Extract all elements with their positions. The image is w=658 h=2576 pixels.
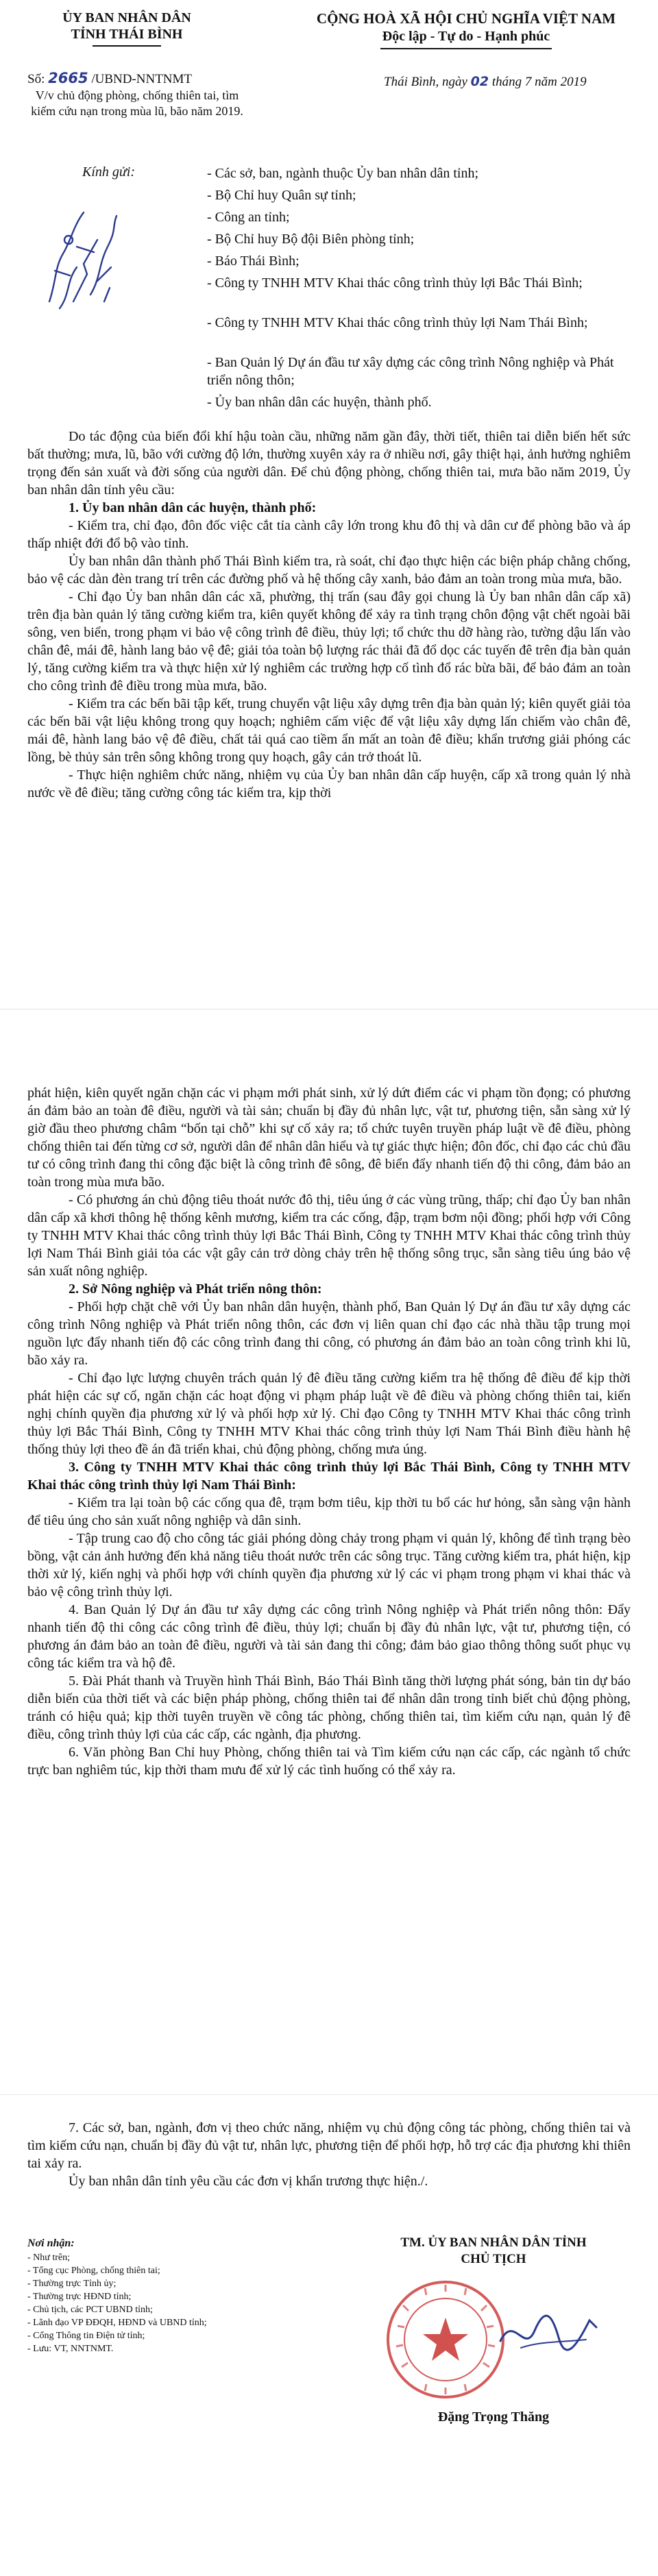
recipient-item: - Tổng cục Phòng, chống thiên tai; — [27, 2266, 160, 2276]
national-heading — [288, 10, 644, 49]
date-suffix: tháng 7 năm 2019 — [489, 75, 587, 89]
paragraph: Do tác động của biến đổi khí hậu toàn cầu, những năm gần đây, thời tiết, thiên tai diễn biến hết sức bất thường; mưa, lũ, bão với cường độ lớn, thường xuyên xảy ra ở nhiều nơi, gây thiệt hại, ảnh hưởng nghiêm trọng đến sản xuất và đời sống của người dân. Để chủ động phòng, chống thiên tai, mưa bão năm 2019, Ủy ban nhân dân tỉnh yêu cầu: — [27, 429, 631, 498]
page-2 — [0, 1009, 658, 2094]
paragraph: - Kiểm tra, chỉ đạo, đôn đốc việc cắt tỉa cành cây lớn trong khu đô thị và dân cư để phòng bão và áp thấp nhiệt đới đổ bộ vào tỉnh. — [27, 518, 631, 551]
page-3-body — [27, 2119, 631, 2190]
paragraph: 6. Văn phòng Ban Chỉ huy Phòng, chống thiên tai và Tìm kiếm cứu nạn các cấp, các ngành tổ chức trực ban nghiêm túc, kịp thời tham mưu để xử lý các tình huống có thể xảy ra. — [27, 1745, 631, 1778]
section-heading: 3. Công ty TNHH MTV Khai thác công trình thủy lợi Bắc Thái Bình, Công ty TNHH MTV Khai thác công trình thủy lợi Nam Thái Bình: — [27, 1460, 631, 1493]
header-underline — [93, 45, 161, 47]
addressee-item: - Công ty TNHH MTV Khai thác công trình thủy lợi Nam Thái Bình; — [207, 315, 588, 330]
paragraph: 4. Ban Quản lý Dự án đầu tư xây dựng các công trình Nông nghiệp và Phát triển nông thôn: Đẩy nhanh tiến độ thi công các công trình đê điều, thủy lợi; chuẩn bị đầy đủ nhân lực, vật tư, phương tiện, có phương án đảm bảo an toàn đê điều, người và tài sản đang thi công; đảm bảo giao thông thông suốt phục vụ công tác kiểm tra và hộ đê. — [27, 1602, 631, 1671]
recipient-item: - Thường trực HĐND tỉnh; — [27, 2292, 132, 2302]
recipient-item: - Lãnh đạo VP ĐĐQH, HĐND và UBND tỉnh; — [27, 2318, 207, 2328]
recipient-item: - Lưu: VT, NNTNMT. — [27, 2344, 114, 2354]
section-heading: 2. Sở Nông nghiệp và Phát triển nông thôn: — [69, 1281, 322, 1297]
addressee-label: Kính gửi: — [82, 164, 136, 180]
motto: Độc lập - Tự do - Hạnh phúc — [382, 29, 550, 44]
paragraph: - Chỉ đạo Ủy ban nhân dân các xã, phường, thị trấn (sau đây gọi chung là Ủy ban nhân dân cấp xã) trên địa bàn quản lý tăng cường kiểm tra, kiên quyết không để xảy ra tình trạng chôn động vật chết ngoài bãi sông, ven biển, trong phạm vi bảo vệ công trình đê điều, thủy lợi; tổ chức thu dỡ hàng rào, tường dậu lấn vào chân đê, mái đê, hành lang bảo vệ đê; giải tỏa toàn bộ lượng rác thải đã đổ dọc các tuyến đê trên địa bàn quản lý, tăng cường kiểm tra và thực hiện xử lý nghiêm các trường hợp cố tình đổ rác bừa bãi, để bảo đảm an toàn cho công trình đê điều trong mùa mưa, bão. — [27, 589, 631, 694]
date-prefix: Thái Bình, ngày — [384, 75, 471, 89]
addressee-item: - Các sở, ban, ngành thuộc Ủy ban nhân dân tỉnh; — [207, 166, 479, 181]
recipient-item: - Thường trực Tỉnh ủy; — [27, 2279, 117, 2289]
paragraph: Ủy ban nhân dân thành phố Thái Bình kiểm tra, rà soát, chỉ đạo thực hiện các biện pháp chằng chống, bảo vệ các dàn đèn trang trí trên các đường phố và hệ thống cây xanh, bảo đảm an toàn trong mùa mưa, bão. — [27, 554, 631, 587]
motto-underline — [380, 48, 552, 49]
doc-no-prefix: Số: — [27, 72, 49, 86]
addressee-item: - Ủy ban nhân dân các huyện, thành phố. — [207, 395, 432, 410]
document-number — [27, 70, 192, 87]
paragraph: - Kiểm tra các bến bãi tập kết, trung chuyển vật liệu xây dựng trên địa bàn quản lý; kiên quyết giải tỏa các bến bãi vật liệu không trong quy hoạch; nghiêm cấm việc để vật liệu xây dựng lấn chiếm vào chân đê, mái đê, hành lang bảo vệ đê điều, chất tải quá cao tiềm ẩn mất an toàn đê điều; khẩn trương giải phóng các lồng, bè thủy sản trên sông không trong quy hoạch, gây cản trở thoát lũ. — [27, 696, 631, 765]
signature-block — [356, 2235, 631, 2268]
signature-authority: TM. ỦY BAN NHÂN DÂN TỈNH — [400, 2235, 587, 2250]
paragraph: - Tập trung cao độ cho công tác giải phóng dòng chảy trong phạm vi quản lý, không để tình trạng bèo bồng, vật cản ảnh hưởng đến khả năng tiêu thoát nước trên các sông trục. Tăng cường kiểm tra, phát hiện, kịp thời xử lý, kiến nghị và phối hợp với chính quyền địa phương xử lý các vi phạm trong phạm vi khai thác và bảo vệ công trình thủy lợi. — [27, 1531, 631, 1599]
org-line-1: ỦY BAN NHÂN DÂN — [62, 10, 191, 25]
recipient-item: - Chủ tịch, các PCT UBND tỉnh; — [27, 2305, 153, 2315]
closing-sentence: Ủy ban nhân dân tỉnh yêu cầu các đơn vị khẩn trương thực hiện./. — [69, 2174, 428, 2189]
paragraph: - Thực hiện nghiêm chức năng, nhiệm vụ của Ủy ban nhân dân cấp huyện, cấp xã trong quản lý nhà nước về đê điều; tăng cường công tác kiểm tra, kịp thời — [27, 768, 631, 800]
page-1 — [0, 0, 658, 1009]
org-line-2: TỈNH THÁI BÌNH — [71, 27, 183, 42]
recipients-list — [27, 2237, 329, 2355]
paragraph: phát hiện, kiên quyết ngăn chặn các vi phạm mới phát sinh, xử lý dứt điểm các vi phạm tồn đọng; có phương án đảm bảo an toàn đê điều, người và tài sản; chuẩn bị đầy đủ nhân lực, vật tư, phương tiện, sẵn sàng xử lý giờ đầu theo phương châm “bốn tại chỗ” khi sự cố xảy ra; tổ chức tuyên truyền pháp luật về đê điều, phòng chống thiên tai đến từng cơ sở, người dân để nhân dân hiểu và tự giác thực hiện; đôn đốc, chỉ đạo các chủ đầu tư có công trình đang thi công đặc biệt là công trình đê sông, đê biển đẩy nhanh tiến độ thi công, đảm bảo an toàn trong mùa mưa bão. — [27, 1085, 631, 1190]
page-3 — [0, 2094, 658, 2576]
addressee-item: - Công ty TNHH MTV Khai thác công trình thủy lợi Bắc Thái Bình; — [207, 275, 583, 291]
paragraph: - Có phương án chủ động tiêu thoát nước đô thị, tiêu úng ở các vùng trũng, thấp; chỉ đạo Ủy ban nhân dân cấp xã khơi thông hệ thống kênh mương, kiểm tra các cống, đập, trạm bơm nội đồng; phối hợp với Công ty TNHH MTV Khai thác công trình thủy lợi Bắc Thái Bình, Công ty TNHH MTV Khai thác công trình thủy lợi Nam Thái Bình giải tỏa các vật gây cản trở dòng chảy trên hệ thống sông trục, sẵn sàng tiêu úng bảo vệ sản xuất nông nghiệp. — [27, 1192, 631, 1279]
handwritten-signature — [494, 2300, 603, 2362]
doc-no-suffix: /UBND-NNTNMT — [88, 72, 193, 86]
paragraph: 5. Đài Phát thanh và Truyền hình Thái Bình, Báo Thái Bình tăng thời lượng phát sóng, bản tin dự báo diễn biến của thời tiết và các biện pháp phòng, chống thiên tai để nhân dân trong tỉnh biết chủ động phòng, tránh có hiệu quả; kịp thời tuyên truyền về công tác phòng, chống thiên tai, tìm kiếm cứu nạn, quản lý đê điều, công trình thủy lợi của các cấp, các ngành, địa phương. — [27, 1673, 631, 1742]
date-line — [384, 74, 587, 90]
page-2-body — [27, 1084, 631, 1779]
nation-title: CỘNG HOÀ XÃ HỘI CHỦ NGHĨA VIỆT NAM — [316, 10, 616, 27]
paragraph: - Phối hợp chặt chẽ với Ủy ban nhân dân huyện, thành phố, Ban Quản lý Dự án đầu tư xây dựng các công trình Nông nghiệp và Phát triển nông thôn, các đơn vị liên quan chỉ đạo các nhà thầu tập trung mọi nguồn lực đẩy nhanh tiến độ các công trình đang thi công, có phương án đảm bảo an toàn công trình khi lũ, bão xảy ra. — [27, 1299, 631, 1368]
paragraph: 7. Các sở, ban, ngành, đơn vị theo chức năng, nhiệm vụ chủ động công tác phòng, chống thiên tai và tìm kiếm cứu nạn, chuẩn bị đầy đủ vật tư, nhân lực, phương tiện để phối hợp, hỗ trợ các địa phương khi thiên tai xảy ra. — [27, 2120, 631, 2171]
received-stamp-handwriting — [36, 199, 125, 315]
section-heading: 1. Ủy ban nhân dân các huyện, thành phố: — [69, 500, 317, 515]
addressee-item: - Công an tỉnh; — [207, 210, 290, 225]
recipient-item: - Cổng Thông tin Điện tử tỉnh; — [27, 2331, 145, 2341]
paragraph: - Chỉ đạo lực lượng chuyên trách quản lý đê điều tăng cường kiểm tra hệ thống đê điều để kịp thời phát hiện các sự cố, ngăn chặn các hoạt động vi phạm pháp luật về đê điều và phòng chống thiên tai, kiến nghị chính quyền địa phương xử lý và phối hợp xử lý. Chỉ đạo Công ty TNHH MTV Khai thác công trình thủy lợi Bắc Thái Bình, Công ty TNHH MTV Khai thác công trình thủy lợi Nam Thái Bình điều hành hệ thống thủy lợi theo đề án đã triển khai, chủ động phòng, chống mưa úng. — [27, 1371, 631, 1457]
issuing-authority — [27, 10, 226, 47]
addressee-item: - Bộ Chỉ huy Bộ đội Biên phòng tỉnh; — [207, 232, 415, 247]
official-seal — [384, 2278, 507, 2401]
signer-name: Đặng Trọng Thăng — [437, 2409, 550, 2425]
page-separator — [0, 2094, 658, 2095]
recipient-item: - Như trên; — [27, 2253, 71, 2263]
doc-no-handwritten: 2665 — [48, 70, 88, 86]
date-day-handwritten: 02 — [470, 74, 489, 89]
addressee-item: - Ban Quản lý Dự án đầu tư xây dựng các công trình Nông nghiệp và Phát triển nông thôn; — [207, 355, 614, 388]
recipients-title: Nơi nhận: — [27, 2237, 75, 2249]
signature-title: CHỦ TỊCH — [461, 2252, 526, 2266]
paragraph: - Kiểm tra lại toàn bộ các cống qua đê, trạm bơm tiêu, kịp thời tu bổ các hư hỏng, sẵn sàng vận hành để tiêu úng cho sản xuất nông nghiệp và dân sinh. — [27, 1495, 631, 1528]
document-subject: V/v chủ động phòng, chống thiên tai, tìm kiếm cứu nạn trong mùa lũ, bão năm 2019. — [31, 88, 243, 118]
addressee-item: - Báo Thái Bình; — [207, 254, 300, 269]
page-1-body — [27, 428, 631, 802]
addressee-item: - Bộ Chỉ huy Quân sự tỉnh; — [207, 188, 356, 203]
